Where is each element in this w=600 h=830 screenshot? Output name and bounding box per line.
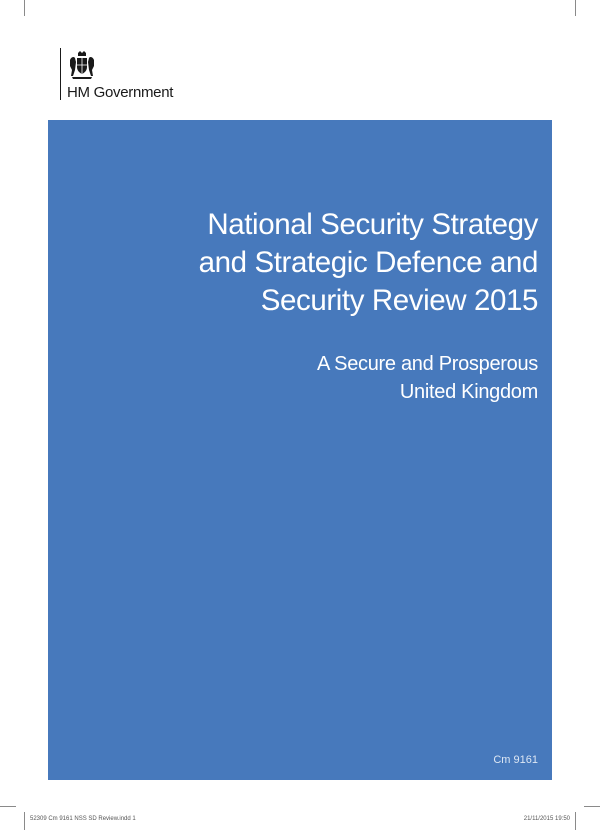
royal-coat-of-arms-icon bbox=[67, 50, 97, 80]
crop-mark-bottom-left-horizontal bbox=[0, 806, 16, 807]
subtitle-line: A Secure and Prosperous bbox=[316, 353, 538, 375]
crop-mark-bottom-right bbox=[575, 812, 576, 830]
command-paper-number: Cm 9161 bbox=[493, 754, 538, 766]
title-line: and Strategic Defence and bbox=[198, 246, 538, 279]
subtitle-line: United Kingdom bbox=[399, 381, 538, 403]
logo-rule bbox=[60, 48, 61, 100]
logo-text: HM Government bbox=[67, 84, 174, 101]
hm-government-logo bbox=[60, 48, 173, 100]
title-line: National Security Strategy bbox=[207, 208, 538, 241]
document-title bbox=[68, 206, 538, 320]
crop-mark-bottom-left bbox=[24, 812, 25, 830]
crop-mark-top-right bbox=[575, 0, 576, 16]
crop-mark-bottom-right-horizontal bbox=[584, 806, 600, 807]
document-subtitle bbox=[68, 350, 538, 406]
print-slug-timestamp: 21/11/2015 19:50 bbox=[523, 816, 570, 822]
print-slug-filename: 52309 Cm 9161 NSS SD Review.indd 1 bbox=[30, 816, 136, 822]
crop-mark-top-left bbox=[24, 0, 25, 16]
title-line: Security Review 2015 bbox=[260, 284, 538, 317]
cover-panel bbox=[48, 120, 552, 780]
logo-inner bbox=[67, 48, 173, 100]
